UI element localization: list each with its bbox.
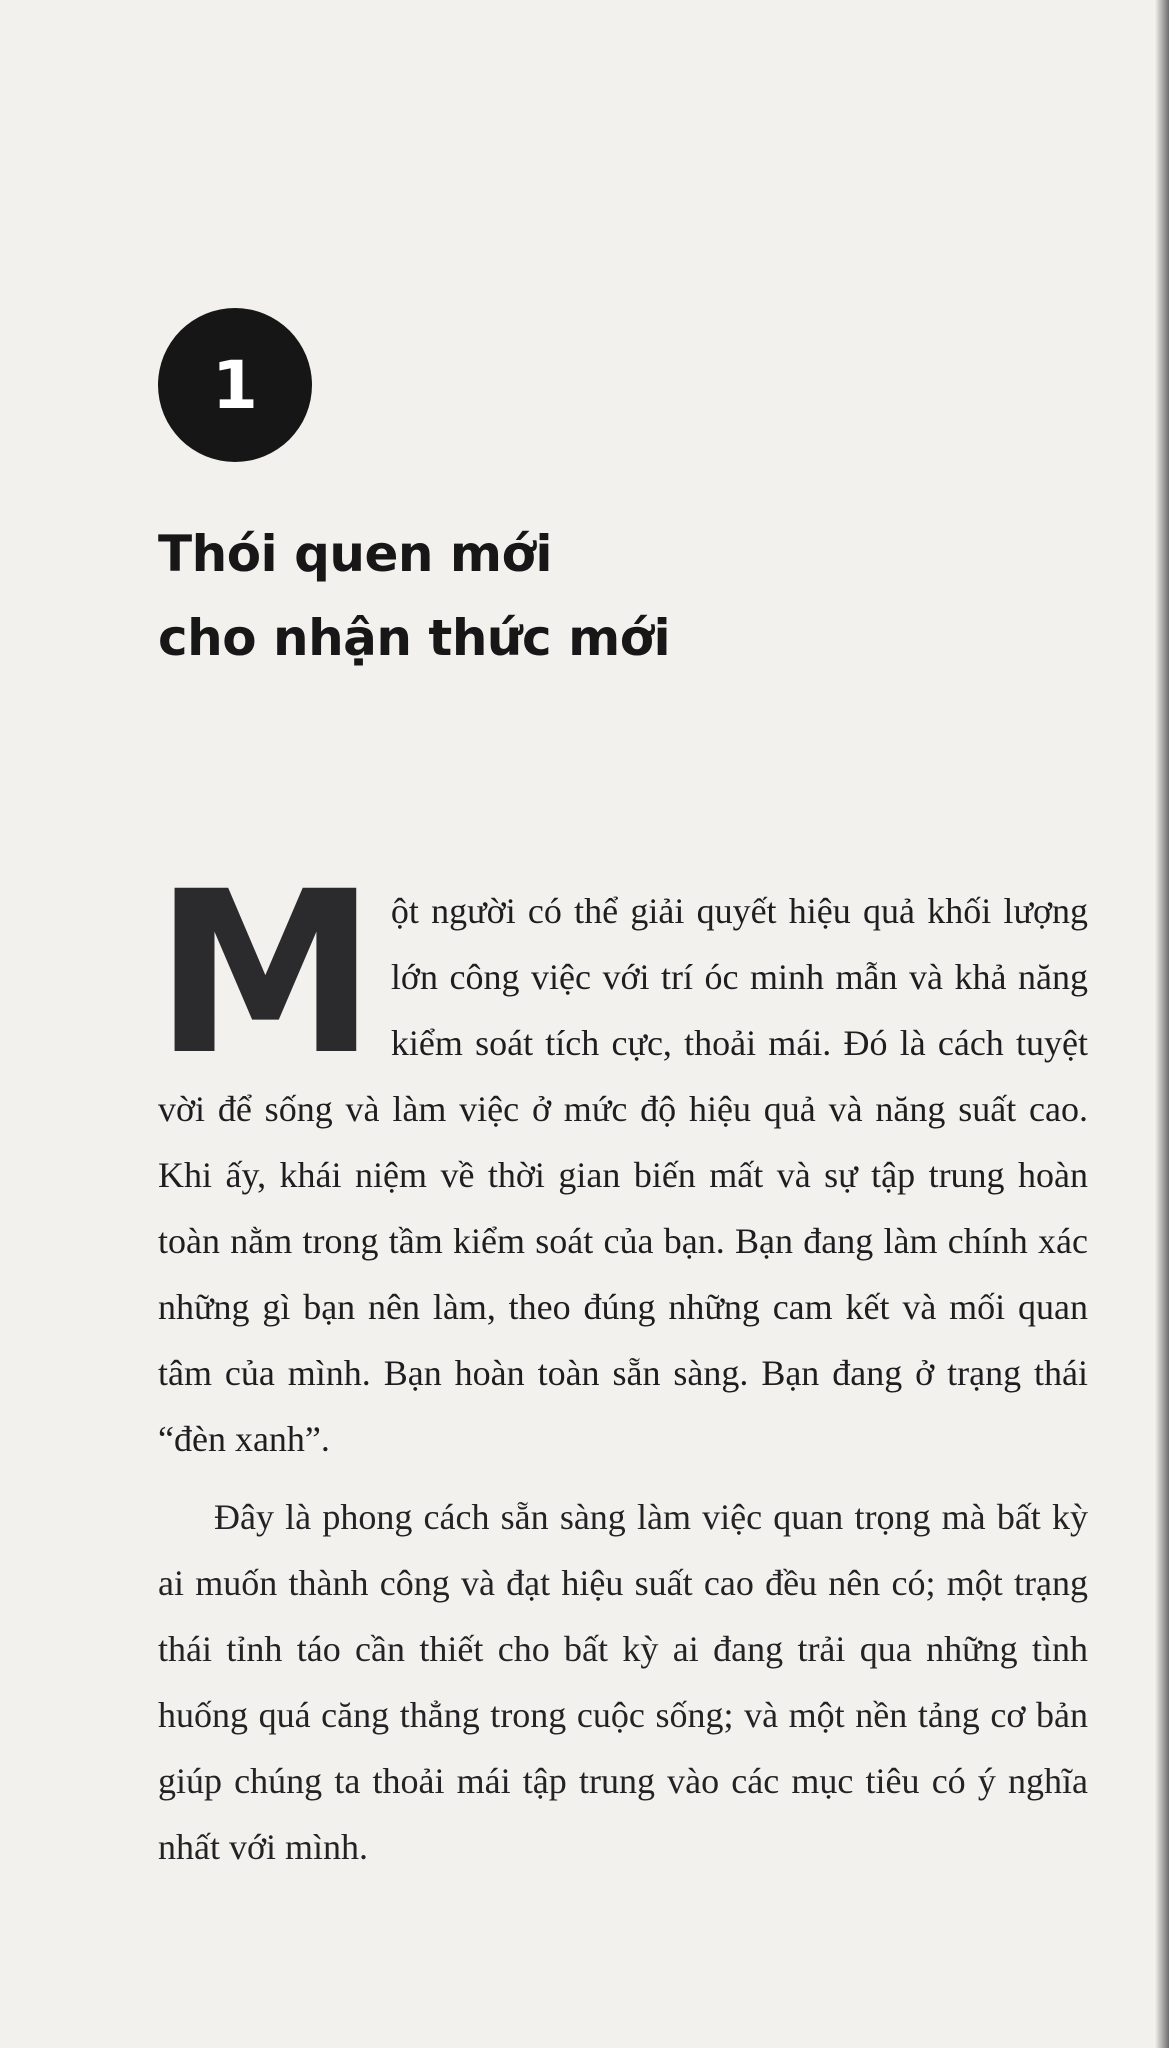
chapter-number-badge [158, 308, 312, 462]
drop-cap: M [154, 843, 371, 1104]
chapter-title-line-1: Thói quen mới [158, 525, 552, 583]
bleed-through [150, 120, 160, 167]
chapter-title-line-2: cho nhận thức mới [158, 609, 671, 667]
paragraph-1-text: ột người có thể giải quyết hiệu quả khối lượng lớn công việc với trí óc minh mẫn và khả năng kiểm soát tích cực, thoải mái. Đó là cách tuyệt vời để sống và làm việc ở mức độ hiệu quả và năng suất cao. Khi ấy, khái niệm về thời gian biến mất và sự tập trung hoàn toàn nằm trong tầm kiểm soát của bạn. Bạn đang làm chính xác những gì bạn nên làm, theo đúng những cam kết và mối quan tâm của mình. Bạn hoàn toàn sẵn sàng. Bạn đang ở trạng thái “đèn xanh”. [158, 891, 1088, 1459]
page-edge-shadow [1155, 0, 1169, 2048]
body-text [154, 843, 1088, 1880]
paragraph-1 [154, 843, 1088, 1472]
chapter-title [158, 512, 958, 680]
paragraph-2: Đây là phong cách sẵn sàng làm việc quan trọng mà bất kỳ ai muốn thành công và đạt hiệu suất cao đều nên có; một trạng thái tỉnh táo cần thiết cho bất kỳ ai đang trải qua những tình huống quá căng thẳng trong cuộc sống; và một nền tảng cơ bản giúp chúng ta thoải mái tập trung vào các mục tiêu có ý nghĩa nhất với mình. [158, 1497, 1088, 1867]
chapter-number: 1 [212, 346, 258, 424]
